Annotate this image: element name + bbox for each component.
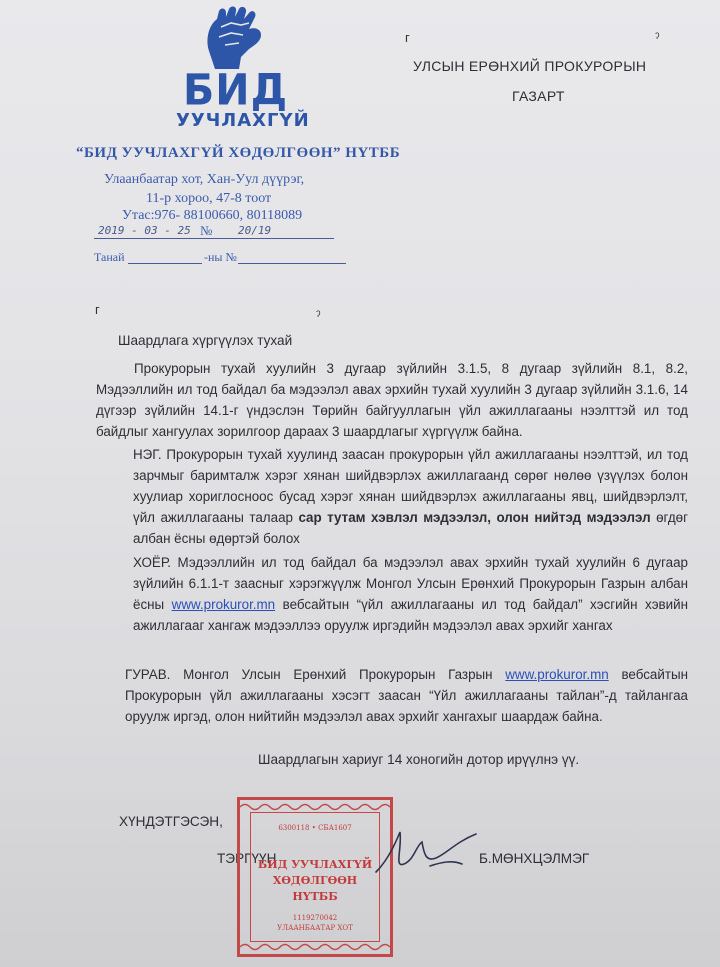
date-number-rule <box>94 238 334 239</box>
stamp-code: 6300118 • СБА1607 <box>278 824 352 832</box>
letter-date: 2019 - 03 - 25 <box>98 224 191 237</box>
recipient-corner-open: г <box>405 30 410 45</box>
signer-role: ТЭРГҮҮН <box>217 851 277 866</box>
intro-paragraph: Прокурорын тухай хуулийн 3 дугаар зүйлийн 3.1.5, 8 дугаар зүйлийн 8.1, 8.2, Мэдээллийн ил тод байдал ба мэдээлэл авах эрхийн тухай хуулийн 3 дугаар зүйлийн 3.1.6, 14 дүгээр зүйлийн 14.1-г үндэслэн Төрийн байгууллагын үйл ажиллагааны нээлттэй ил тод байдлыг хангуулах зорилгоор дараах 3 шаардлагыг хүргүүлж байна. <box>96 361 688 439</box>
respect-line: ХҮНДЭТГЭСЭН, <box>119 814 223 829</box>
phone-line: Утас:976- 88100660, 80118089 <box>122 208 303 223</box>
recipient-line-1: УЛСЫН ЕРӨНХИЙ ПРОКУРОРЫН <box>413 58 647 74</box>
requirement-three-end: вебсайтын Прокурорын үйл ажиллагааны хэсэгт заасан “Үйл ажиллагааны тайлан”-д тайлангаа оруулж иргэд, олон нийтийн мэдээлэл авах эрхийг хангахыг шаардаж байна. <box>125 667 688 724</box>
logo-wordmark: БИД <box>183 64 289 116</box>
stamp-ornament-bottom <box>240 942 390 952</box>
requirement-two-end: вебсайтын “үйл ажиллагааны ил тод байдал” хэсгийн хэвийн ажиллагааг хангаж мэдээллээ оруулж иргэдийн мэдээлэл авах эрхийг хангах <box>133 597 688 633</box>
reference-number-rule <box>238 263 346 264</box>
subject-corner-open: г <box>95 302 100 317</box>
address-line-2: 11-р хороо, 47-8 тоот <box>146 191 272 206</box>
address-line-1: Улаанбаатар хот, Хан-Уул дүүрэг, <box>104 172 305 187</box>
requirement-three-text: ГУРАВ. Монгол Улсын Ерөнхий Прокурорын Газрын <box>125 667 493 682</box>
reference-label: Танай <box>94 250 125 264</box>
requirement-one-end: өгдөг албан ёсны өдөртэй болох <box>133 510 688 546</box>
stamp-line-2: ХӨДӨЛГӨӨН <box>272 874 358 887</box>
requirement-one-emphasis: сар тутам хэвлэл мэдээлэл, олон нийтэд мэдээлэл <box>298 510 651 525</box>
reference-number-label: -ны № <box>204 250 237 264</box>
subject-title: Шаардлага хүргүүлэх тухай <box>118 333 293 348</box>
recipient-corner-close: ˀ <box>655 30 660 45</box>
requirement-two-text: ХОЁР. Мэдээллийн ил тод байдал ба мэдээлэл авах эрхийн тухай хуулийн 6 дугаар зүйлийн 6.1.1-т заасныг хэрэгжүүлж Монгол Улсын Ерөнхий Прокурорын Газрын албан ёсны <box>133 555 688 612</box>
recipient-line-2: ГАЗАРТ <box>512 88 565 104</box>
organization-name: “БИД УУЧЛАХГҮЙ ХӨДӨЛГӨӨН” НҮТББ <box>76 145 401 161</box>
requirement-two <box>133 552 688 636</box>
number-symbol: № <box>200 223 213 238</box>
handwritten-signature <box>370 820 480 890</box>
prokuror-website-link[interactable]: www.prokuror.mn <box>171 597 276 612</box>
stamp-line-3: НҮТББ <box>292 890 338 903</box>
stamp-registration: 1119270042 <box>292 914 338 922</box>
requirement-three <box>125 664 688 727</box>
requirement-one <box>133 444 688 549</box>
letter-number: 20/19 <box>238 224 272 237</box>
stamp-ornament-top <box>240 802 390 812</box>
requirement-one-text: НЭГ. Прокурорын тухай хуулинд заасан прокурорын үйл ажиллагааны нээлттэй, ил тод зарчмыг баримталж хэрэг хянан шийдвэрлэх ажиллагаанд сөрөг нөлөө үзүүлэх болон хуулиар хориглосноос бусад хэрэг хянан шийдвэрлэх ажиллагааны явц, шийдвэрлэлт, үйл ажиллагааны талаар <box>133 447 688 525</box>
signer-name: Б.МӨНХЦЭЛМЭГ <box>479 851 590 866</box>
prokuror-website-link-2[interactable]: www.prokuror.mn <box>505 667 609 682</box>
stamp-city: УЛААНБААТАР ХОТ <box>277 924 353 932</box>
closing-line: Шаардлагын хариуг 14 хоногийн дотор ирүүлнэ үү. <box>258 752 580 767</box>
subject-corner-close: ˀ <box>316 308 321 323</box>
logo-subtitle: УУЧЛАХГҮЙ <box>176 110 310 131</box>
reference-rule <box>128 263 202 264</box>
stamp-line-1: БИД УУЧЛАХГҮЙ <box>257 858 373 871</box>
